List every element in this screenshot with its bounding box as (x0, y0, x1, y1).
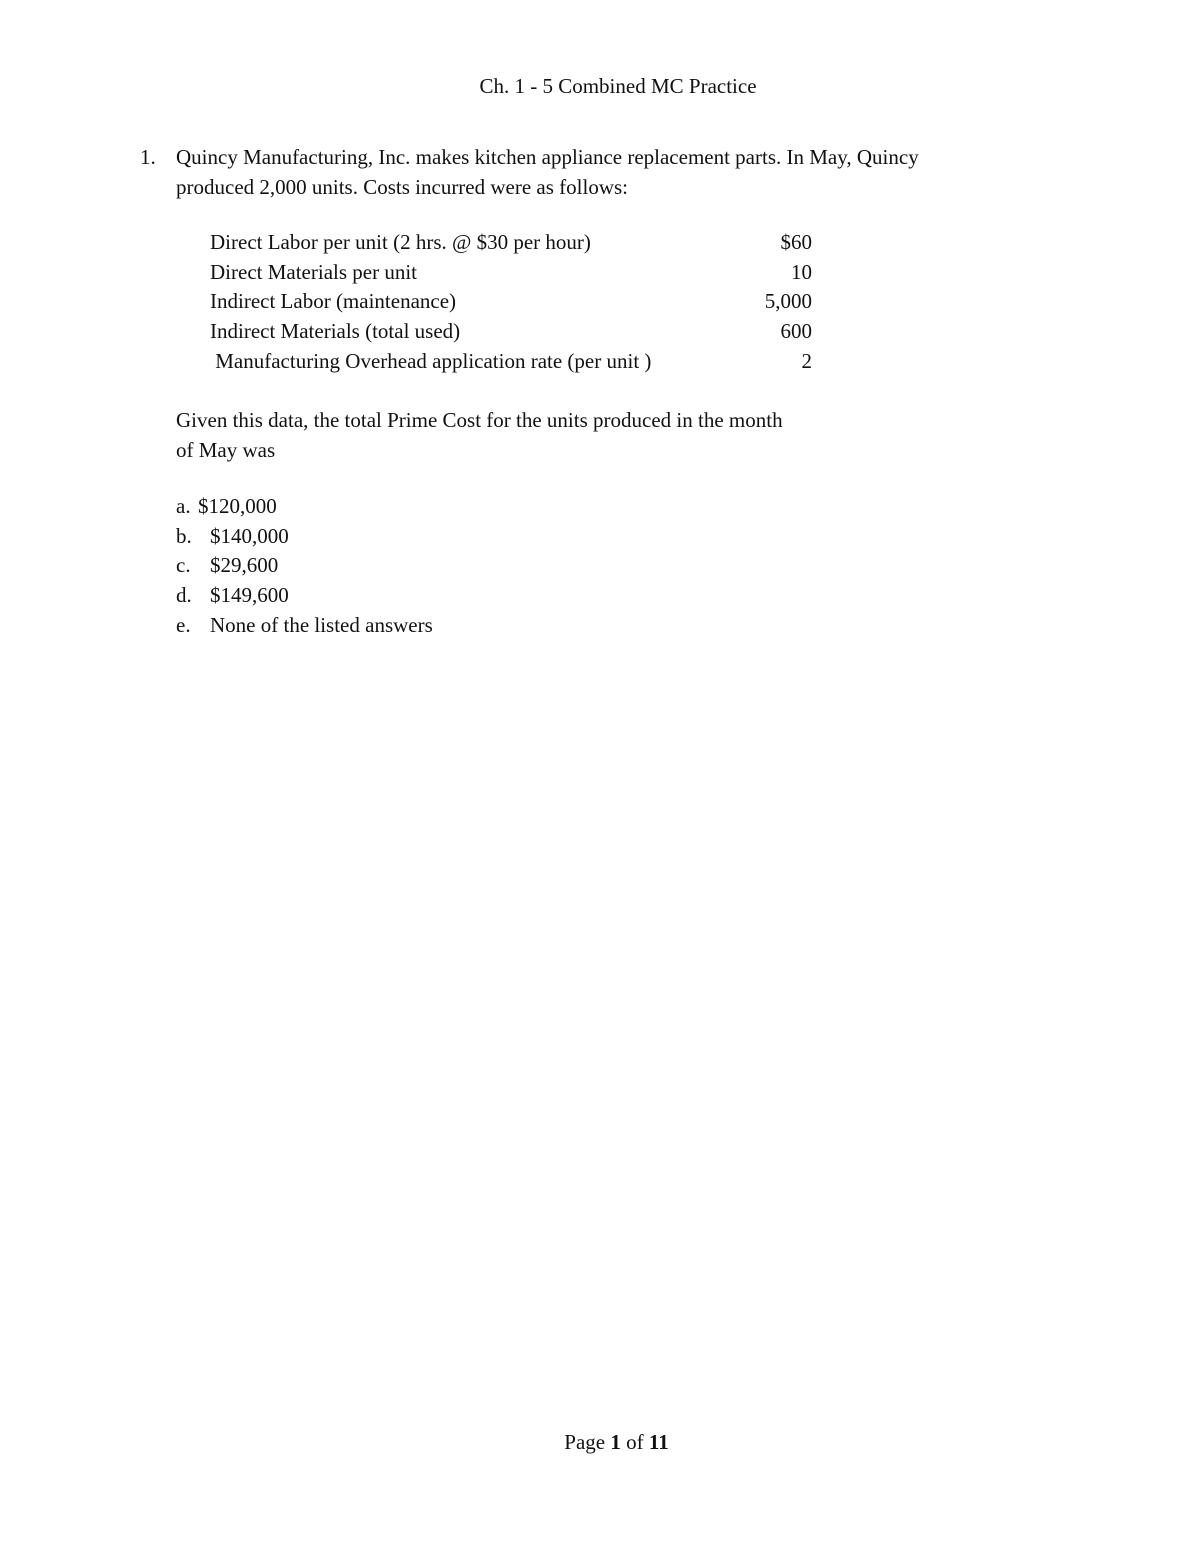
answer-option-b (176, 522, 676, 552)
document-title: Ch. 1 - 5 Combined MC Practice (479, 74, 757, 98)
total-pages-number: 11 (648, 1430, 669, 1454)
option-text: $120,000 (198, 494, 277, 518)
answer-options (176, 492, 676, 640)
cost-table (210, 228, 814, 376)
question-prompt-line-2: of May was (176, 437, 276, 462)
cost-value: 600 (780, 319, 812, 344)
answer-option-d (176, 581, 676, 611)
option-letter: d. (176, 583, 192, 608)
option-text: $29,600 (210, 553, 279, 578)
cost-value: 10 (791, 259, 812, 284)
cost-label: Indirect Materials (total used) (210, 319, 461, 344)
current-page-number: 1 (610, 1430, 621, 1454)
of-word: of (626, 1430, 644, 1454)
cost-label: Direct Labor per unit (2 hrs. @ $30 per hour) (210, 230, 591, 254)
cost-value: 5,000 (764, 289, 812, 314)
cost-row (210, 287, 814, 317)
option-text: $149,600 (210, 583, 289, 608)
option-text: None of the listed answers (210, 612, 433, 637)
cost-row (210, 347, 814, 377)
cost-row (210, 317, 814, 347)
option-letter: e. (176, 612, 191, 637)
cost-value: $60 (780, 230, 812, 254)
cost-label: Indirect Labor (maintenance) (210, 289, 457, 314)
page-word: Page (564, 1430, 606, 1454)
answer-option-a (176, 492, 676, 522)
question-stem (176, 143, 1036, 202)
option-letter: b. (176, 523, 192, 548)
option-text: $140,000 (210, 523, 289, 548)
question-stem-line-2: produced 2,000 units. Costs incurred were as follows: (176, 174, 629, 199)
answer-option-e (176, 611, 676, 641)
answer-option-c (176, 551, 676, 581)
cost-value: 2 (801, 348, 812, 373)
cost-row (210, 228, 814, 258)
cost-row (210, 258, 814, 288)
question-prompt-line-1: Given this data, the total Prime Cost for the units produced in the month (176, 408, 783, 432)
option-letter: c. (176, 553, 191, 578)
question-stem-line-1: Quincy Manufacturing, Inc. makes kitchen appliance replacement parts. In May, Quincy (176, 145, 919, 169)
question-number: 1. (140, 145, 156, 169)
question-prompt (176, 406, 896, 465)
option-letter: a. (176, 494, 191, 518)
cost-label: Manufacturing Overhead application rate (per unit ) (210, 348, 652, 373)
cost-label: Direct Materials per unit (210, 259, 418, 284)
page-footer (0, 1428, 1200, 1458)
